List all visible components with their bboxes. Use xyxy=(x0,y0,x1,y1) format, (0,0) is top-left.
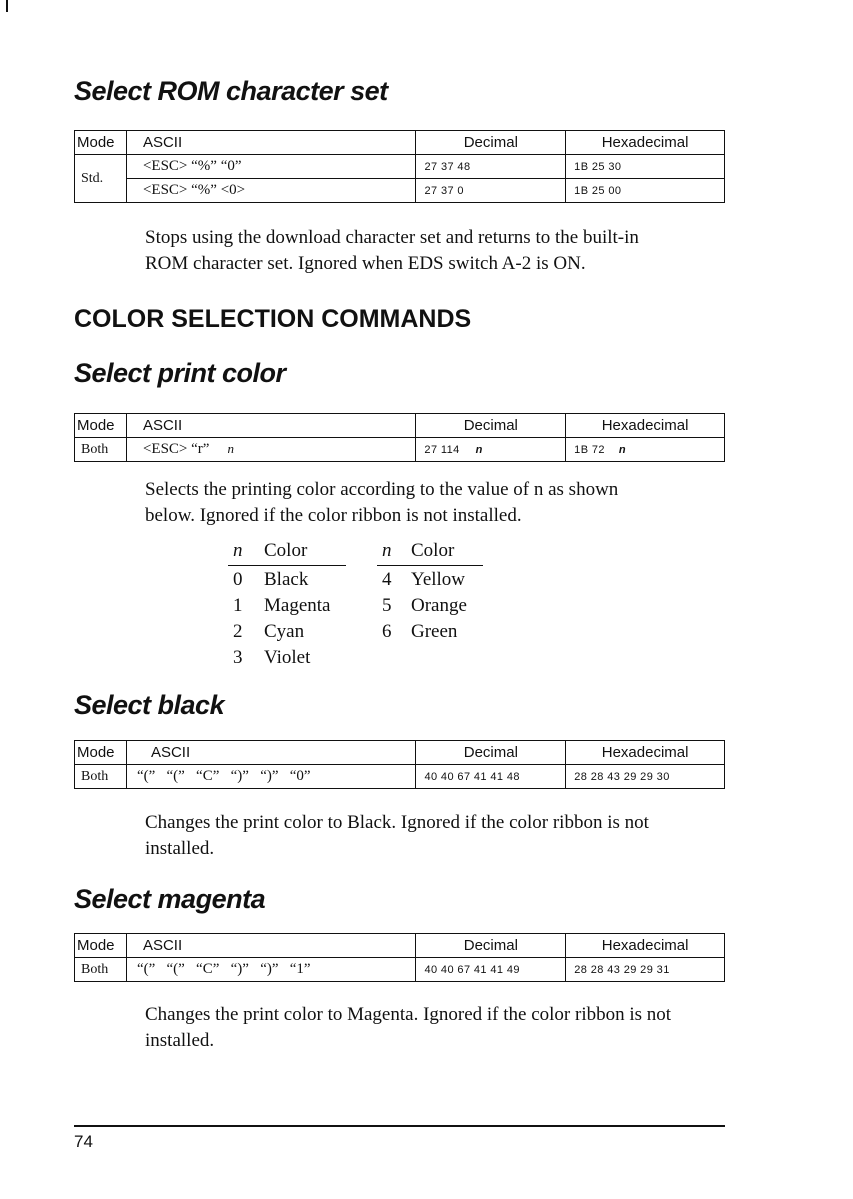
header-mode: Mode xyxy=(75,934,127,958)
description-line: ROM character set. Ignored when EDS switch A-2 is ON. xyxy=(145,253,586,274)
color-name: Magenta xyxy=(264,595,331,616)
description-line: Changes the print color to Black. Ignored if the color ribbon is not xyxy=(145,812,649,833)
ascii-value: <ESC> “%” “0” xyxy=(126,155,416,179)
command-table-magenta xyxy=(74,933,725,982)
ascii-value xyxy=(126,438,415,462)
header-mode: Mode xyxy=(75,131,127,155)
scan-edge-mark xyxy=(6,0,8,12)
description-black xyxy=(145,810,649,862)
mode-value: Both xyxy=(75,958,127,982)
hex-value: 28 28 43 29 29 30 xyxy=(566,765,725,789)
decimal-value: 27 37 48 xyxy=(416,155,566,179)
ascii-parameter: n xyxy=(227,441,234,456)
hex-command: 1B 72 xyxy=(574,443,605,456)
color-table-underline xyxy=(377,565,483,566)
decimal-value: 40 40 67 41 41 48 xyxy=(416,765,566,789)
footer-rule xyxy=(74,1125,725,1127)
command-table-rom xyxy=(74,130,725,203)
ascii-value: “(” “(” “C” “)” “)” “0” xyxy=(126,765,416,789)
hex-value xyxy=(566,438,725,462)
header-hexadecimal: Hexadecimal xyxy=(566,131,725,155)
chapter-title: COLOR SELECTION COMMANDS xyxy=(74,305,472,333)
page-number: 74 xyxy=(74,1132,93,1151)
color-name: Cyan xyxy=(264,621,305,642)
description-line: installed. xyxy=(145,1030,215,1051)
decimal-value xyxy=(416,438,566,462)
color-number: 0 xyxy=(233,569,243,590)
color-table-header-color: Color xyxy=(264,540,308,561)
header-decimal: Decimal xyxy=(416,741,566,765)
description-line: Changes the print color to Magenta. Ignored if the color ribbon is not xyxy=(145,1004,672,1025)
header-ascii: ASCII xyxy=(126,131,416,155)
header-ascii: ASCII xyxy=(126,741,416,765)
color-number: 3 xyxy=(233,647,243,668)
color-name: Green xyxy=(411,621,458,642)
header-ascii: ASCII xyxy=(126,414,415,438)
command-table-black xyxy=(74,740,725,789)
decimal-value: 40 40 67 41 41 49 xyxy=(416,958,566,982)
mode-value: Both xyxy=(75,765,127,789)
header-hexadecimal: Hexadecimal xyxy=(566,934,725,958)
color-table-underline xyxy=(228,565,346,566)
decimal-parameter: n xyxy=(475,443,483,456)
color-name: Violet xyxy=(264,647,311,668)
section-title-rom: Select ROM character set xyxy=(74,76,388,106)
ascii-value: “(” “(” “C” “)” “)” “1” xyxy=(126,958,416,982)
section-title-magenta: Select magenta xyxy=(74,884,266,914)
ascii-command: <ESC> “r” xyxy=(142,441,210,457)
color-name: Yellow xyxy=(411,569,466,590)
hex-parameter: n xyxy=(618,443,627,456)
header-decimal: Decimal xyxy=(416,934,566,958)
description-line: Selects the printing color according to the value of n as shown xyxy=(145,479,619,500)
mode-value: Std. xyxy=(75,155,127,203)
command-table-print-color xyxy=(74,413,725,462)
ascii-value: <ESC> “%” <0> xyxy=(126,179,416,203)
description-rom xyxy=(145,225,639,277)
description-line: Stops using the download character set and returns to the built-in xyxy=(145,227,639,248)
color-number: 2 xyxy=(233,621,243,642)
hex-value: 28 28 43 29 29 31 xyxy=(566,958,725,982)
header-hexadecimal: Hexadecimal xyxy=(566,741,725,765)
description-magenta xyxy=(145,1002,671,1054)
hex-value: 1B 25 30 xyxy=(566,155,725,179)
color-number: 1 xyxy=(233,595,243,616)
color-table-header-color: Color xyxy=(411,540,455,561)
header-decimal: Decimal xyxy=(416,414,566,438)
decimal-value: 27 37 0 xyxy=(416,179,566,203)
header-hexadecimal: Hexadecimal xyxy=(566,414,725,438)
description-print-color xyxy=(145,477,618,529)
color-number: 5 xyxy=(382,595,392,616)
color-name: Black xyxy=(264,569,309,590)
header-mode: Mode xyxy=(75,741,127,765)
color-number: 4 xyxy=(382,569,392,590)
section-title-black: Select black xyxy=(74,690,225,720)
color-number: 6 xyxy=(382,621,392,642)
color-name: Orange xyxy=(411,595,467,616)
description-line: installed. xyxy=(145,838,215,859)
header-decimal: Decimal xyxy=(416,131,566,155)
header-ascii: ASCII xyxy=(126,934,416,958)
hex-value: 1B 25 00 xyxy=(566,179,725,203)
decimal-command: 27 114 xyxy=(424,443,460,456)
mode-value: Both xyxy=(75,438,127,462)
header-mode: Mode xyxy=(75,414,127,438)
color-table-header-n: n xyxy=(233,540,243,561)
color-table-header-n: n xyxy=(382,540,392,561)
section-title-print-color: Select print color xyxy=(74,358,286,388)
description-line: below. Ignored if the color ribbon is not installed. xyxy=(145,505,522,526)
